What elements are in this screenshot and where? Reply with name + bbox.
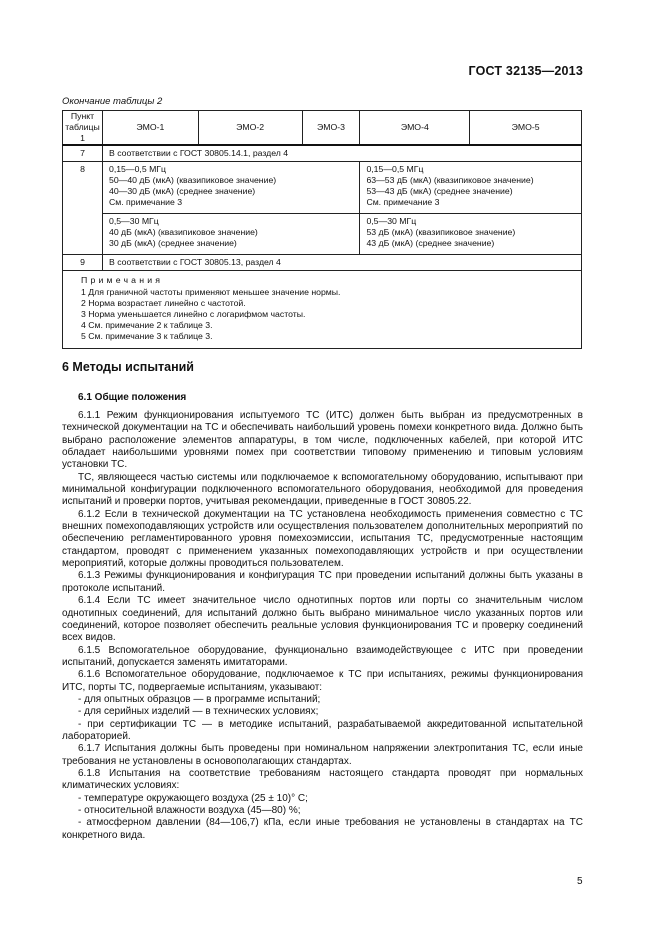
- table-header-row: [63, 111, 582, 146]
- table-caption: Окончание таблицы 2: [62, 96, 163, 107]
- note-item: 3 Норма уменьшается линейно с логарифмом частоты.: [81, 309, 306, 319]
- cell-line: 40—30 дБ (мкА) (среднее значение): [108, 186, 256, 196]
- list-item: - атмосферном давлении (84—106,7) кПа, если иные требования не установлены в стандартах на ТС конкретного вида.: [62, 817, 583, 841]
- subsection-heading: 6.1 Общие положения: [78, 392, 187, 403]
- cell-line: 53—43 дБ (мкА) (среднее значение): [366, 186, 513, 196]
- note-item: 1 Для граничной частоты применяют меньшее значение нормы.: [81, 287, 341, 297]
- list-item: - для опытных образцов — в программе испытаний;: [78, 693, 321, 705]
- note-item: 4 См. примечание 2 к таблице 3.: [81, 320, 213, 330]
- notes-row: [63, 271, 582, 349]
- list-item: - при сертификации ТС — в методике испытаний, разрабатываемой аккредитованной испытательной лабораторией.: [62, 718, 583, 742]
- paragraph: 6.1.8 Испытания на соответствие требованиям настоящего стандарта проводят при нормальных климатических условиях:: [62, 767, 583, 792]
- document-code: ГОСТ 32135—2013: [468, 64, 583, 78]
- cell-line: См. примечание 3: [108, 197, 183, 207]
- row-number: 8: [63, 162, 103, 255]
- cell-line: 0,15—0,5 МГц: [366, 164, 424, 174]
- cell-line: 0,5—30 МГц: [108, 216, 159, 226]
- cell-line: 50—40 дБ (мкА) (квазипиковое значение): [108, 175, 277, 185]
- paragraph: 6.1.5 Вспомогательное оборудование, функционально взаимодействующее с ИТС при проведении испытаний, допускается заменять имитаторами.: [62, 644, 583, 668]
- table-row: [63, 162, 582, 214]
- paragraph: 6.1.1 Режим функционирования испытуемого ТС (ИТС) должен быть выбран из предусмотренных в технической документации на ТС и обеспечивать наибольший уровень помехи конкретного вида. Должно быть выбрано расположение элементов аппаратуры, в том числе, подключенных кабелей, при которой ИТС обладает наибольшими уровнями помех при соответствии типовому применению и типовым условиям установки ТС.: [62, 410, 583, 471]
- body-text: [62, 410, 583, 842]
- row-number: 9: [63, 255, 103, 271]
- limits-cell-emo1-3-low: [102, 162, 359, 214]
- cell-line: 43 дБ (мкА) (среднее значение): [366, 238, 495, 248]
- list-item: - относительной влажности воздуха (45—80) %;: [78, 805, 301, 816]
- row-text: В соответствии с ГОСТ 30805.14.1, раздел 4: [102, 145, 581, 162]
- header-cell: ЭМО-1: [102, 111, 198, 146]
- paragraph: 6.1.3 Режимы функционирования и конфигурация ТС при проведении испытаний должны быть указаны в протоколе испытаний.: [62, 570, 583, 594]
- page-number: 5: [577, 876, 583, 887]
- note-item: 5 См. примечание 3 к таблице 3.: [81, 331, 213, 341]
- note-item: 2 Норма возрастает линейно с частотой.: [81, 298, 246, 308]
- paragraph: 6.1.7 Испытания должны быть проведены при номинальном напряжении электропитания ТС, если иные требования не установлены в основополагающих стандартах.: [62, 743, 583, 767]
- cell-line: 0,15—0,5 МГц: [108, 164, 166, 174]
- list-item: - температуре окружающего воздуха (25 ± 10)° С;: [78, 792, 308, 804]
- cell-line: 63—53 дБ (мкА) (квазипиковое значение): [366, 175, 534, 185]
- emission-limits-table: [62, 110, 582, 349]
- header-cell: Пункт таблицы 1: [63, 111, 103, 146]
- paragraph: 6.1.6 Вспомогательное оборудование, подключаемое к ТС при испытаниях, режимы функционирования ИТС, порты ТС, подвергаемые испытаниям, указывают:: [62, 669, 583, 693]
- limits-cell-emo4-5-low: [360, 162, 582, 214]
- table-notes: [63, 271, 582, 349]
- header-cell: ЭМО-2: [198, 111, 302, 146]
- section-heading: 6 Методы испытаний: [62, 360, 194, 374]
- header-cell: ЭМО-5: [470, 111, 582, 146]
- notes-title: Примечания: [81, 275, 164, 285]
- cell-line: 53 дБ (мкА) (квазипиковое значение): [366, 227, 516, 237]
- list-item: - для серийных изделий — в технических условиях;: [78, 706, 319, 718]
- cell-line: 0,5—30 МГц: [366, 216, 417, 226]
- limits-cell-emo4-5-high: [360, 214, 582, 255]
- cell-line: 30 дБ (мкА) (среднее значение): [108, 238, 237, 248]
- table-row: [63, 145, 582, 162]
- header-cell: ЭМО-4: [360, 111, 470, 146]
- paragraph: 6.1.4 Если ТС имеет значительное число однотипных портов или порты со значительным числом однотипных соединений, для испытаний должно быть выбрано минимальное число указанных портов или соединений, которое позволяет обеспечить реальные условия функционирования ТС и проверку соединений всех видов.: [62, 595, 583, 644]
- limits-cell-emo1-3-high: [102, 214, 359, 255]
- header-cell: ЭМО-3: [302, 111, 360, 146]
- cell-line: 40 дБ (мкА) (квазипиковое значение): [108, 227, 258, 237]
- paragraph: 6.1.2 Если в технической документации на ТС установлена необходимость применения совместно с ТС внешних помехоподавляющих устройств или осуществления пользователем дополнительных мероприятий по обеспечению регламентированного уровня помехоэмиссии, испытания ТС, предусмотренные настоящим стандартом, проводят с применением указанных помехоподавляющих устройств и при осуществлении мероприятий, которые должны проводиться пользователем.: [62, 508, 583, 570]
- row-number: 7: [63, 145, 103, 162]
- paragraph: ТС, являющееся частью системы или подключаемое к вспомогательному оборудованию, испытывают при минимальной конфигурации подключенного вспомогательного оборудования, необходимой для проведения испытаний и проверки портов, учитывая рекомендации, приведенные в ГОСТ 30805.22.: [62, 471, 583, 508]
- cell-line: См. примечание 3: [366, 197, 440, 207]
- table-row: [63, 255, 582, 271]
- table-row: [63, 214, 582, 255]
- row-text: В соответствии с ГОСТ 30805.13, раздел 4: [102, 255, 581, 271]
